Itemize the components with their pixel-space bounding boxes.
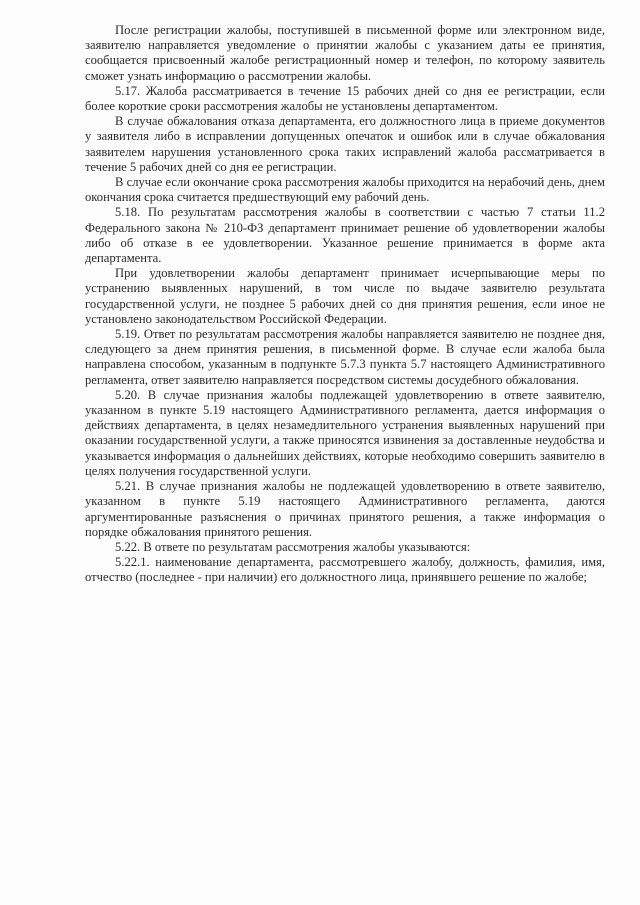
paragraph-5-19: 5.19. Ответ по результатам рассмотрения жалобы направляется заявителю не позднее дня, следующего за днем принятия решения, в письменной форме. В случае если жалоба была направлена способом, указанным в подпункте 5.7.3 пункта 5.7 настоящего Административного регламента, ответ заявителю направляется посредством системы досудебного обжалования. [85, 327, 605, 387]
paragraph-5-21: 5.21. В случае признания жалобы не подлежащей удовлетворению в ответе заявителю, указанном в пункте 5.19 настоящего Административного регламента, даются аргументированные разъяснения о причинах принятого решения, а также информация о порядке обжалования принятого решения. [85, 479, 605, 539]
paragraph-satisfaction-measures: При удовлетворении жалобы департамент принимает исчерпывающие меры по устранению выявленных нарушений, в том числе по выдаче заявителю результата государственной услуги, не позднее 5 рабочих дней со дня принятия решения, если иное не установлено законодательством Российской Федерации. [85, 266, 605, 326]
paragraph-nonworking-day: В случае если окончание срока рассмотрения жалобы приходится на нерабочий день, днем окончания срока считается предшествующий ему рабочий день. [85, 175, 605, 205]
paragraph-5-17: 5.17. Жалоба рассматривается в течение 15 рабочих дней со дня ее регистрации, если более короткие сроки рассмотрения жалобы не установлены департаментом. [85, 83, 605, 114]
paragraph-registration-notice: После регистрации жалобы, поступившей в письменной форме или электронном виде, заявителю направляется уведомление о принятии жалобы с указанием даты ее принятия, сообщается присвоенный жалобе регистрационный номер и телефон, по которому заявитель сможет узнать информацию о рассмотрении жалобы. [85, 23, 605, 83]
paragraph-5-22-1: 5.22.1. наименование департамента, рассмотревшего жалобу, должность, фамилия, имя, отчество (последнее - при наличии) его должностного лица, принявшего решение по жалобе; [85, 555, 605, 585]
document-body [85, 23, 605, 586]
paragraph-5-18: 5.18. По результатам рассмотрения жалобы в соответствии с частью 7 статьи 11.2 Федерального закона № 210-ФЗ департамент принимает решение об удовлетворении жалобы либо об отказе в ее удовлетворении. Указанное решение принимается в форме акта департамента. [85, 205, 605, 266]
paragraph-5-20: 5.20. В случае признания жалобы подлежащей удовлетворению в ответе заявителю, указанном в пункте 5.19 настоящего Административного регламента, дается информация о действиях департамента, в целях незамедлительного устранения выявленных нарушений при оказании государственной услуги, а также приносятся извинения за доставленные неудобства и указывается информация о дальнейших действиях, которые необходимо совершить заявителю в целях получения государственной услуги. [85, 387, 605, 478]
paragraph-5-22: 5.22. В ответе по результатам рассмотрения жалобы указываются: [115, 539, 471, 554]
paragraph-refusal-appeal: В случае обжалования отказа департамента, его должностного лица в приеме документов у заявителя либо в исправлении допущенных опечаток и ошибок или в случае обжалования заявителем нарушения установленного срока таких исправлений жалоба рассматривается в течение 5 рабочих дней со дня ее регистрации. [85, 114, 605, 174]
